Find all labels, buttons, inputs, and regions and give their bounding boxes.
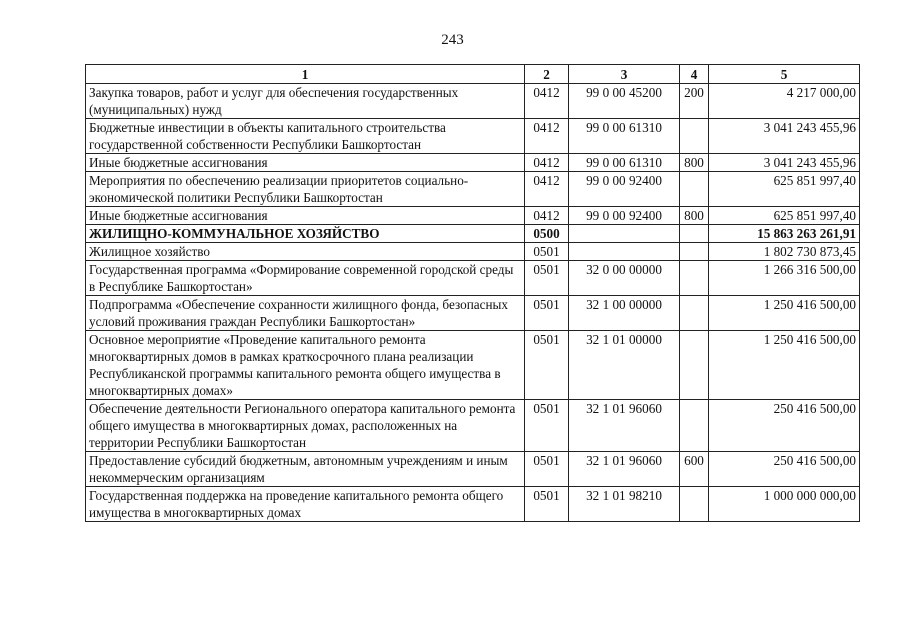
row-name: Предоставление субсидий бюджетным, автономным учреждениям и иным некоммерческим организациям — [86, 452, 525, 487]
table-row — [86, 452, 860, 487]
row-target: 32 1 01 96060 — [569, 400, 680, 452]
row-section: 0412 — [525, 207, 569, 225]
table-row — [86, 119, 860, 154]
row-type — [680, 261, 709, 296]
table-row — [86, 84, 860, 119]
row-amount: 4 217 000,00 — [709, 84, 860, 119]
table-row — [86, 172, 860, 207]
row-type — [680, 331, 709, 400]
row-type: 800 — [680, 154, 709, 172]
row-section: 0412 — [525, 172, 569, 207]
row-type: 600 — [680, 452, 709, 487]
row-section: 0500 — [525, 225, 569, 243]
budget-table — [85, 64, 860, 522]
row-name: Государственная поддержка на проведение капитального ремонта общего имущества в многоквартирных домах — [86, 487, 525, 522]
table-row — [86, 331, 860, 400]
row-amount: 1 250 416 500,00 — [709, 296, 860, 331]
row-name: Обеспечение деятельности Регионального оператора капитального ремонта общего имущества в многоквартирных домах, расположенных на территории Республики Башкортостан — [86, 400, 525, 452]
row-type — [680, 487, 709, 522]
table-row — [86, 400, 860, 452]
table-row-section-heading — [86, 225, 860, 243]
table-row — [86, 296, 860, 331]
row-name: Бюджетные инвестиции в объекты капитального строительства государственной собственности Республики Башкортостан — [86, 119, 525, 154]
row-section: 0412 — [525, 154, 569, 172]
row-name: Иные бюджетные ассигнования — [86, 154, 525, 172]
column-header-2: 2 — [525, 65, 569, 84]
row-type: 800 — [680, 207, 709, 225]
table-row — [86, 261, 860, 296]
column-header-3: 3 — [569, 65, 680, 84]
page-number: 243 — [441, 32, 464, 48]
table-row — [86, 207, 860, 225]
row-section: 0412 — [525, 119, 569, 154]
row-amount: 250 416 500,00 — [709, 452, 860, 487]
row-target: 99 0 00 61310 — [569, 154, 680, 172]
row-target: 32 0 00 00000 — [569, 261, 680, 296]
row-amount: 250 416 500,00 — [709, 400, 860, 452]
row-target: 99 0 00 92400 — [569, 207, 680, 225]
row-name: ЖИЛИЩНО-КОММУНАЛЬНОЕ ХОЗЯЙСТВО — [86, 225, 525, 243]
row-section: 0501 — [525, 261, 569, 296]
table-row — [86, 243, 860, 261]
row-target — [569, 243, 680, 261]
row-name: Мероприятия по обеспечению реализации приоритетов социально-экономической политики Республики Башкортостан — [86, 172, 525, 207]
row-name: Закупка товаров, работ и услуг для обеспечения государственных (муниципальных) нужд — [86, 84, 525, 119]
row-amount: 15 863 263 261,91 — [709, 225, 860, 243]
table-header-row — [86, 65, 860, 84]
row-name: Государственная программа «Формирование современной городской среды в Республике Башкортостан» — [86, 261, 525, 296]
row-type — [680, 400, 709, 452]
table-row — [86, 487, 860, 522]
row-amount: 1 250 416 500,00 — [709, 331, 860, 400]
row-target: 32 1 01 00000 — [569, 331, 680, 400]
column-header-1: 1 — [86, 65, 525, 84]
row-target: 99 0 00 45200 — [569, 84, 680, 119]
row-type — [680, 243, 709, 261]
row-amount: 1 266 316 500,00 — [709, 261, 860, 296]
row-type: 200 — [680, 84, 709, 119]
column-header-5: 5 — [709, 65, 860, 84]
row-section: 0501 — [525, 400, 569, 452]
row-amount: 625 851 997,40 — [709, 207, 860, 225]
row-section: 0501 — [525, 243, 569, 261]
table-row — [86, 154, 860, 172]
row-section: 0501 — [525, 296, 569, 331]
row-type — [680, 119, 709, 154]
row-target — [569, 225, 680, 243]
row-amount: 625 851 997,40 — [709, 172, 860, 207]
row-type — [680, 225, 709, 243]
row-section: 0412 — [525, 84, 569, 119]
row-amount: 3 041 243 455,96 — [709, 119, 860, 154]
row-section: 0501 — [525, 487, 569, 522]
row-target: 99 0 00 61310 — [569, 119, 680, 154]
row-amount: 1 802 730 873,45 — [709, 243, 860, 261]
column-header-4: 4 — [680, 65, 709, 84]
row-type — [680, 296, 709, 331]
row-amount: 3 041 243 455,96 — [709, 154, 860, 172]
row-target: 32 1 01 98210 — [569, 487, 680, 522]
row-name: Жилищное хозяйство — [86, 243, 525, 261]
row-type — [680, 172, 709, 207]
row-section: 0501 — [525, 331, 569, 400]
row-target: 32 1 01 96060 — [569, 452, 680, 487]
row-target: 32 1 00 00000 — [569, 296, 680, 331]
row-name: Подпрограмма «Обеспечение сохранности жилищного фонда, безопасных условий проживания граждан Республики Башкортостан» — [86, 296, 525, 331]
row-name: Основное мероприятие «Проведение капитального ремонта многоквартирных домов в рамках краткосрочного плана реализации Республиканской программы капитального ремонта общего имущества в многоквартирных домах» — [86, 331, 525, 400]
row-amount: 1 000 000 000,00 — [709, 487, 860, 522]
row-target: 99 0 00 92400 — [569, 172, 680, 207]
row-name: Иные бюджетные ассигнования — [86, 207, 525, 225]
row-section: 0501 — [525, 452, 569, 487]
